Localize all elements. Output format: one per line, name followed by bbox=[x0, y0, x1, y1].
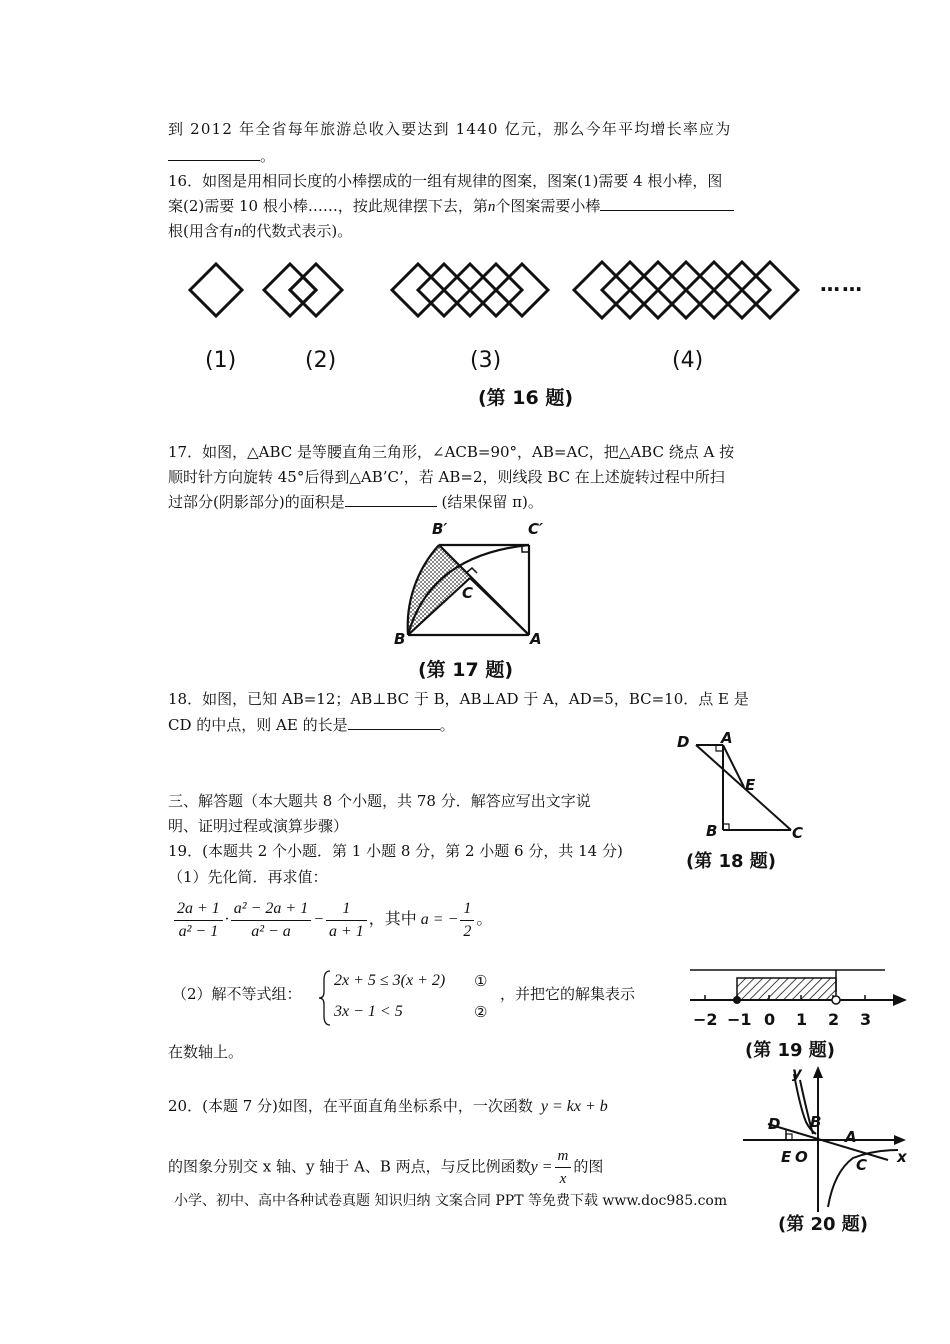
pattern-4 bbox=[574, 262, 798, 318]
q20-point-B: B bbox=[810, 1113, 822, 1131]
q19-axis-arrow bbox=[893, 994, 907, 1006]
q20-frac-m-x: $\frac{m}{x}$ bbox=[555, 1145, 572, 1190]
q19-solution-set bbox=[737, 978, 836, 1000]
q20-point-C: C bbox=[856, 1156, 868, 1174]
q19-frac2: $\frac{\text{a² − 2a + 1}}{\text{a² − a}}$ bbox=[231, 898, 311, 943]
q16-label-1: (1) bbox=[205, 348, 237, 373]
q17-line3b: (结果保留 π)。 bbox=[441, 493, 543, 511]
q19-a-eq: a = − bbox=[420, 911, 459, 929]
q19-closed-dot bbox=[733, 996, 741, 1004]
q16-line3b: 的代数式表示)。 bbox=[241, 222, 353, 240]
q16-line1: 16．如图是用相同长度的小棒摆成的一组有规律的图案，图案(1)需要 4 根小棒，图 bbox=[168, 172, 723, 190]
q19-open-dot bbox=[832, 996, 840, 1004]
q19-sub2: （2）解不等式组： bbox=[172, 985, 302, 1003]
q19-mark1: ① bbox=[474, 972, 488, 990]
q16-n-var-2: n bbox=[233, 224, 242, 240]
q18-answer-blank[interactable] bbox=[348, 715, 440, 730]
q20-point-E: E bbox=[781, 1148, 792, 1166]
q16-caption: (第 16 题) bbox=[478, 387, 574, 409]
q20-point-D: D bbox=[768, 1115, 781, 1133]
q19-ineq1: 2x + 5 ≤ 3(x + 2) bbox=[334, 972, 446, 989]
q20-point-O: O bbox=[795, 1148, 808, 1166]
q19-line1: 19．(本题共 2 个小题．第 1 小题 8 分，第 2 小题 6 分，共 14 分) bbox=[168, 842, 623, 860]
q19-period: 。 bbox=[476, 911, 493, 929]
q20-point-A: A bbox=[845, 1128, 857, 1146]
q19-tick-m1: −1 bbox=[727, 1010, 752, 1029]
q17-line3 bbox=[168, 491, 543, 513]
q18-line2 bbox=[168, 714, 455, 736]
footer-note: 小学、初中、高中各种试卷真题 知识归纳 文案合同 PPT 等免费下载 www.doc985.com bbox=[174, 1193, 728, 1209]
q17-line1: 17．如图，△ABC 是等腰直角三角形，∠ACB=90°，AB=AC，把△ABC 绕点 A 按 bbox=[168, 443, 735, 461]
q16-answer-blank[interactable] bbox=[600, 196, 734, 211]
q16-label-4: (4) bbox=[672, 348, 704, 373]
q20-line2a: 的图象分别交 x 轴、y 轴于 A、B 两点，与反比例函数 bbox=[168, 1157, 531, 1176]
q20-line1 bbox=[168, 1095, 608, 1116]
q20-line1-text: 20．(本题 7 分)如图，在平面直角坐标系中，一次函数 bbox=[168, 1097, 533, 1115]
q20-figure bbox=[738, 1062, 913, 1217]
q20-line2b: 的图 bbox=[573, 1157, 604, 1176]
q19-ineq2: 3x − 1 < 5 bbox=[334, 1003, 403, 1020]
q16-line3 bbox=[168, 220, 352, 243]
q15-answer-blank[interactable] bbox=[168, 146, 260, 161]
section3-line2: 明、证明过程或演算步骤） bbox=[168, 817, 349, 835]
q20-x-arrow bbox=[894, 1135, 906, 1145]
q18-point-A: A bbox=[721, 729, 733, 747]
q16-ellipsis: …… bbox=[820, 272, 864, 296]
q19-tail: ，并把它的解集表示 bbox=[500, 985, 636, 1003]
q18-caption: (第 18 题) bbox=[686, 851, 777, 872]
q17-point-A: A bbox=[530, 630, 542, 648]
section3-line1: 三、解答题（本大题共 8 个小题，共 78 分．解答应写出文字说 bbox=[168, 792, 591, 810]
q17-answer-blank[interactable] bbox=[345, 492, 437, 507]
q18-line1: 18．如图，已知 AB=12；AB⊥BC 于 B，AB⊥AD 于 A，AD=5，BC=10．点 E 是 bbox=[168, 690, 749, 708]
q19-frac4: $\frac{1}{2}$ bbox=[460, 898, 474, 943]
q19-sub1: （1）先化简．再求值： bbox=[168, 868, 328, 886]
q19-tick-m2: −2 bbox=[693, 1010, 718, 1029]
q16-line2a: 案(2)需要 10 根小棒……，按此规律摆下去，第 bbox=[168, 197, 488, 215]
q19-tick-0: 0 bbox=[764, 1010, 776, 1029]
q19-expression bbox=[172, 898, 492, 943]
q17-shaded-region bbox=[408, 545, 470, 635]
q20-caption: (第 20 题) bbox=[778, 1214, 869, 1235]
pattern-3 bbox=[392, 264, 548, 316]
q15-line1: 到 2012 年全省每年旅游总收入要达到 1440 亿元，那么今年平均增长率应为 bbox=[168, 120, 732, 138]
q16-line2 bbox=[168, 195, 734, 218]
q17-point-B1: B′ bbox=[432, 520, 448, 538]
q17-point-C1: C′ bbox=[528, 520, 543, 538]
q19-tick-1: 1 bbox=[796, 1010, 808, 1029]
pattern-1 bbox=[190, 264, 242, 316]
q16-label-2: (2) bbox=[305, 348, 337, 373]
q19-tick-2: 2 bbox=[828, 1010, 840, 1029]
q19-frac3: $\frac{1}{a + 1}$ bbox=[326, 898, 367, 943]
q19-frac1: $\frac{2a + 1}{\text{a² − 1}}$ bbox=[174, 898, 223, 943]
q17-point-C: C bbox=[462, 584, 474, 602]
q18-point-C: C bbox=[792, 824, 804, 842]
q20-line2 bbox=[168, 1145, 603, 1190]
q16-n-var: n bbox=[487, 199, 496, 215]
q18-point-D: D bbox=[677, 733, 690, 751]
q16-pattern-figure bbox=[180, 255, 890, 335]
q16-line3a: 根(用含有 bbox=[168, 222, 234, 240]
q19-where: ，其中 bbox=[368, 909, 417, 929]
q19-caption: (第 19 题) bbox=[745, 1040, 836, 1061]
q15-end: 。 bbox=[260, 147, 276, 165]
q18-line2b: 。 bbox=[439, 716, 455, 734]
q20-axis-y: y bbox=[792, 1064, 802, 1082]
q16-label-3: (3) bbox=[470, 348, 502, 373]
q18-point-B: B bbox=[706, 822, 718, 840]
q20-func: y = kx + b bbox=[540, 1098, 608, 1115]
q19-brace bbox=[318, 968, 332, 1028]
q15-line2 bbox=[168, 145, 275, 167]
q19-tail2: 在数轴上。 bbox=[168, 1043, 244, 1061]
q19-tick-3: 3 bbox=[860, 1010, 872, 1029]
pattern-2 bbox=[264, 264, 342, 316]
q18-line2a: CD 的中点，则 AE 的长是 bbox=[168, 716, 348, 734]
q20-y-arrow bbox=[813, 1066, 823, 1078]
q18-point-E: E bbox=[745, 776, 756, 794]
q17-caption: (第 17 题) bbox=[418, 659, 514, 681]
q19-minus: − bbox=[313, 911, 324, 929]
q19-dot: · bbox=[224, 911, 229, 929]
q19-number-line bbox=[685, 962, 915, 1012]
q16-line2b: 个图案需要小棒 bbox=[495, 197, 601, 215]
q17-line2: 顺时针方向旋转 45°后得到△AB’C’，若 AB=2，则线段 BC 在上述旋转过程中所扫 bbox=[168, 468, 725, 486]
q19-mark2: ② bbox=[474, 1003, 488, 1021]
q17-point-B: B bbox=[394, 630, 406, 648]
q20-y-eq: y = bbox=[530, 1158, 553, 1176]
q20-axis-x: x bbox=[897, 1148, 907, 1166]
q17-line3a: 过部分(阴影部分)的面积是 bbox=[168, 493, 345, 511]
